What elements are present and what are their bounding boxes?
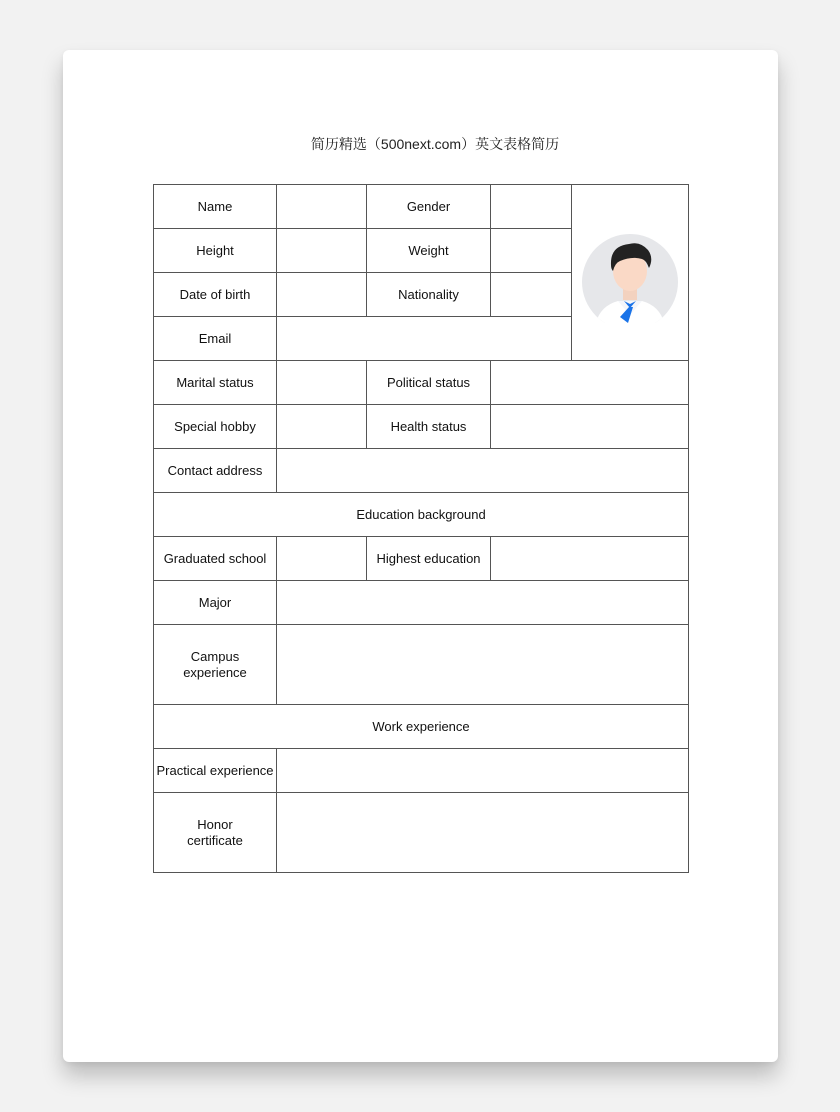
value-practical-experience[interactable] xyxy=(277,749,689,793)
label-special-hobby: Special hobby xyxy=(154,405,277,449)
label-nationality: Nationality xyxy=(367,273,491,317)
label-campus-experience-line2: experience xyxy=(183,664,247,680)
table-row xyxy=(154,749,689,793)
table-row xyxy=(154,185,689,229)
value-name[interactable] xyxy=(277,185,367,229)
document-title: 简历精选（500next.com）英文表格简历 xyxy=(310,136,560,152)
person-avatar-icon xyxy=(580,223,680,323)
table-row xyxy=(154,581,689,625)
value-political-status[interactable] xyxy=(491,361,689,405)
section-work-experience: Work experience xyxy=(154,705,689,749)
table-row xyxy=(154,361,689,405)
label-honor-certificate-line1: Honor xyxy=(197,816,233,832)
value-graduated-school[interactable] xyxy=(277,537,367,581)
label-name: Name xyxy=(154,185,277,229)
value-campus-experience[interactable] xyxy=(277,625,689,705)
label-campus-experience xyxy=(154,625,277,705)
value-height[interactable] xyxy=(277,229,367,273)
label-practical-experience: Practical experience xyxy=(154,749,277,793)
table-row xyxy=(154,625,689,705)
label-date-of-birth: Date of birth xyxy=(154,273,277,317)
label-height: Height xyxy=(154,229,277,273)
label-major: Major xyxy=(154,581,277,625)
value-weight[interactable] xyxy=(491,229,572,273)
resume-table xyxy=(153,184,689,873)
table-row xyxy=(154,405,689,449)
value-honor-certificate[interactable] xyxy=(277,793,689,873)
value-contact-address[interactable] xyxy=(277,449,689,493)
label-graduated-school: Graduated school xyxy=(154,537,277,581)
label-political-status: Political status xyxy=(367,361,491,405)
label-campus-experience-line1: Campus xyxy=(190,648,240,664)
value-gender[interactable] xyxy=(491,185,572,229)
label-email: Email xyxy=(154,317,277,361)
value-email[interactable] xyxy=(277,317,572,361)
label-honor-certificate-line2: certificate xyxy=(187,832,243,848)
table-row xyxy=(154,493,689,537)
label-weight: Weight xyxy=(367,229,491,273)
photo-cell[interactable] xyxy=(572,185,689,361)
table-row xyxy=(154,449,689,493)
value-special-hobby[interactable] xyxy=(277,405,367,449)
value-health-status[interactable] xyxy=(491,405,689,449)
label-highest-education: Highest education xyxy=(367,537,491,581)
table-row xyxy=(154,793,689,873)
table-row xyxy=(154,705,689,749)
label-gender: Gender xyxy=(367,185,491,229)
value-major[interactable] xyxy=(277,581,689,625)
value-nationality[interactable] xyxy=(491,273,572,317)
label-honor-certificate xyxy=(154,793,277,873)
label-contact-address: Contact address xyxy=(154,449,277,493)
value-highest-education[interactable] xyxy=(491,537,689,581)
label-marital-status: Marital status xyxy=(154,361,277,405)
section-education-background: Education background xyxy=(154,493,689,537)
table-row xyxy=(154,537,689,581)
value-marital-status[interactable] xyxy=(277,361,367,405)
value-date-of-birth[interactable] xyxy=(277,273,367,317)
label-health-status: Health status xyxy=(367,405,491,449)
